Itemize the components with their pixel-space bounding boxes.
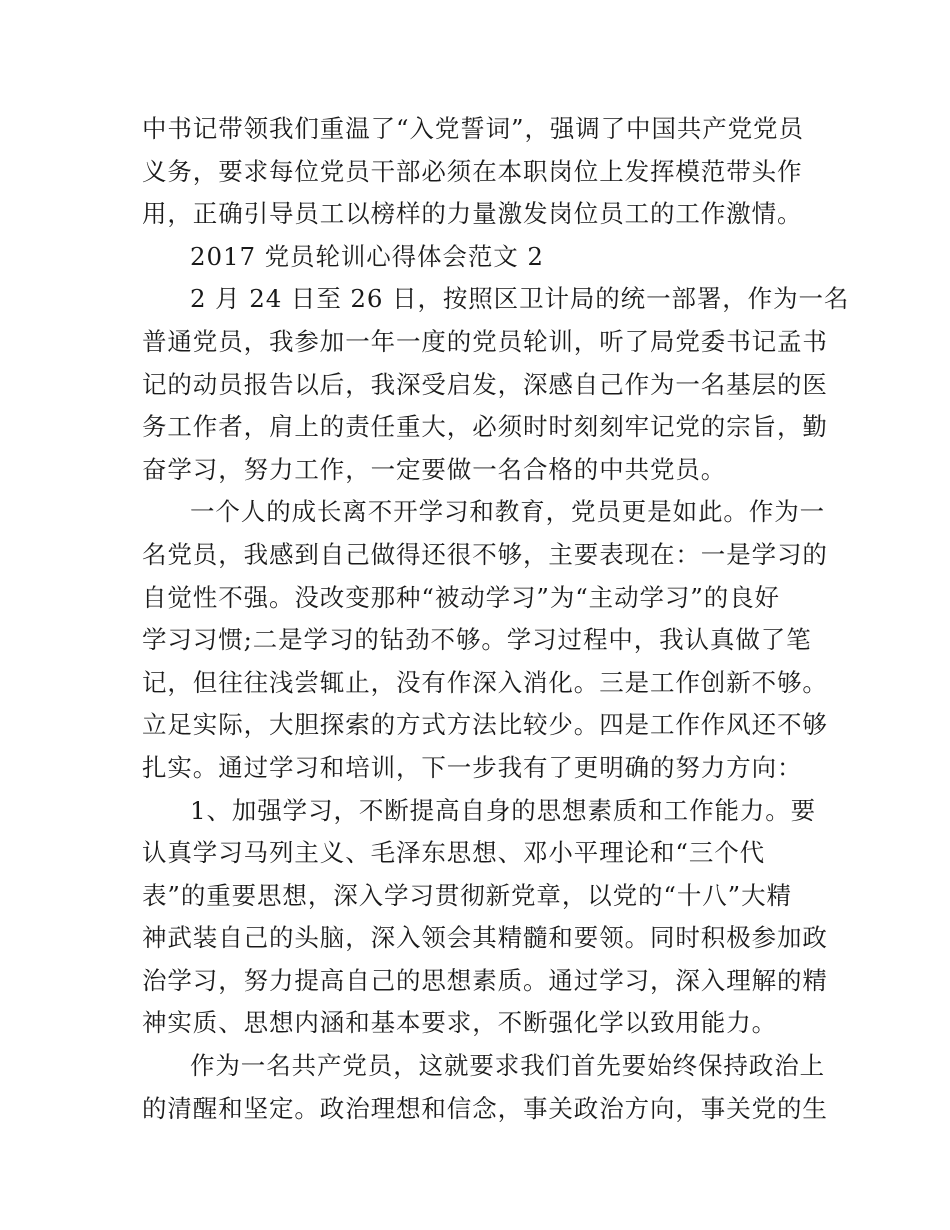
text-line: 神武装自己的头脑，深入领会其精髓和要领。同时积极参加政 xyxy=(142,923,828,953)
text-line: 用，正确引导员工以榜样的力量激发岗位员工的工作激情。 xyxy=(142,199,803,229)
paragraph-start: 一个人的成长离不开学习和教育，党员更是如此。作为一 xyxy=(190,497,825,527)
text-line: 义务，要求每位党员干部必须在本职岗位上发挥模范带头作 xyxy=(142,156,803,186)
text-line: 的清醒和坚定。政治理想和信念，事关政治方向，事关党的生 xyxy=(142,1093,828,1123)
document-body xyxy=(142,108,850,1130)
section-heading: 2017 党员轮训心得体会范文 2 xyxy=(190,241,544,271)
text-line: 认真学习马列主义、毛泽东思想、邓小平理论和“三个代 xyxy=(142,838,766,868)
text-line: 名党员，我感到自己做得还很不够，主要表现在：一是学习的 xyxy=(142,539,828,569)
text-line: 治学习，努力提高自己的思想素质。通过学习，深入理解的精 xyxy=(142,965,828,995)
text-line: 奋学习，努力工作，一定要做一名合格的中共党员。 xyxy=(142,454,727,484)
text-line: 表”的重要思想，深入学习贯彻新党章，以党的“十八”大精 xyxy=(142,880,792,910)
text-line: 立足实际，大胆探索的方式方法比较少。四是工作作风还不够 xyxy=(142,710,828,740)
text-line: 中书记带领我们重温了“入党誓词”，强调了中国共产党党员 xyxy=(142,114,804,143)
text-line: 务工作者，肩上的责任重大，必须时时刻刻牢记党的宗旨，勤 xyxy=(142,412,828,442)
text-line: 记，但往往浅尝辄止，没有作深入消化。三是工作创新不够。 xyxy=(142,667,828,697)
paragraph-start: 2 月 24 日至 26 日，按照区卫计局的统一部署，作为一名 xyxy=(190,284,850,314)
text-line: 自觉性不强。没改变那种“被动学习”为“主动学习”的良好 xyxy=(142,582,780,612)
text-line: 扎实。通过学习和培训，下一步我有了更明确的努力方向： xyxy=(142,752,803,782)
text-line: 普通党员，我参加一年一度的党员轮训，听了局党委书记孟书 xyxy=(142,326,828,356)
paragraph-start: 1、加强学习，不断提高自身的思想素质和工作能力。要 xyxy=(190,795,817,825)
text-line: 神实质、思想内涵和基本要求，不断强化学以致用能力。 xyxy=(142,1008,777,1038)
paragraph-start: 作为一名共产党员，这就要求我们首先要始终保持政治上 xyxy=(190,1051,825,1081)
text-line: 学习习惯;二是学习的钻劲不够。学习过程中，我认真做了笔 xyxy=(142,625,812,655)
text-line: 记的动员报告以后，我深受启发，深感自己作为一名基层的医 xyxy=(142,369,828,399)
